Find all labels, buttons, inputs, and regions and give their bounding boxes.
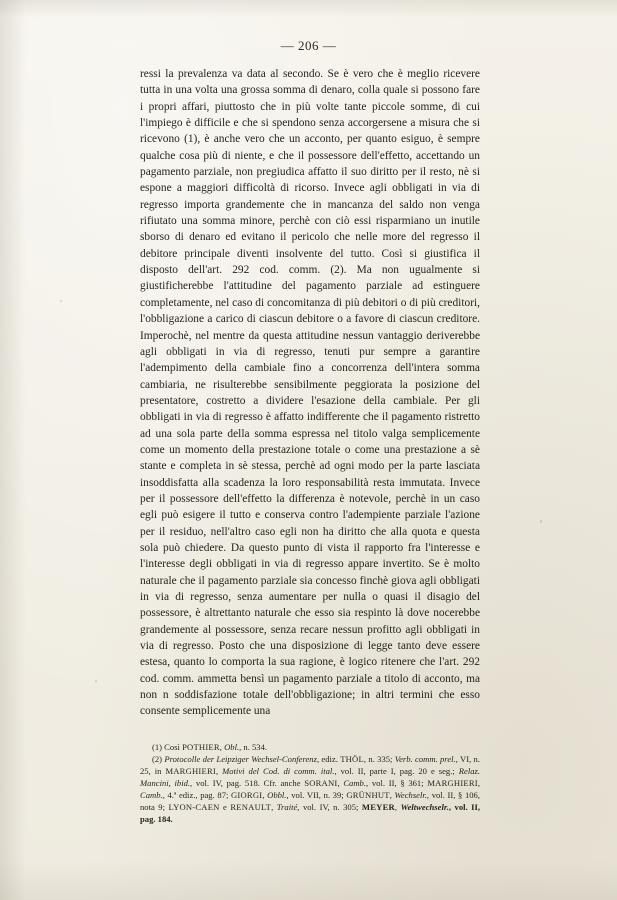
footnote-author: POTHIER — [182, 742, 220, 752]
footnote-text: , vol. II, pag. 184. — [140, 802, 481, 824]
paper-speck — [60, 300, 62, 302]
footnote-text: , vol. IV, pag. 518. Cfr. anche — [190, 778, 305, 789]
footnote-text: (2) — [152, 754, 165, 765]
footnote-2 — [140, 754, 480, 825]
footnote-title: Protocolle der Leipziger Wechsel-Conferenz — [164, 754, 317, 765]
body-text — [140, 66, 480, 720]
paper-speck — [540, 520, 542, 523]
footnote-title: Wechselr. — [394, 790, 427, 801]
footnote-text: , — [477, 778, 480, 789]
footnote-author: THÖL — [340, 754, 364, 765]
footnote-author: LYON-CAEN — [168, 802, 220, 813]
footnote-1 — [140, 742, 480, 754]
paper-speck — [95, 680, 97, 682]
footnote-text: e — [219, 802, 231, 813]
footnote-text: , VI, n. 25, in — [140, 754, 480, 777]
footnote-author: SORANI — [304, 778, 338, 789]
footnote-text: , vol. VII, n. 39; — [286, 790, 347, 801]
footnote-title: Obbl. — [267, 790, 287, 801]
footnote-text: , n. 335; — [363, 754, 395, 765]
footnote-title: Camb. — [140, 790, 163, 801]
footnote-title: Relaz. Mancini, ibid. — [140, 766, 480, 789]
footnotes-block — [140, 742, 480, 826]
page-bottom-shadow — [0, 860, 617, 900]
footnote-author: MARGHIERI — [427, 778, 478, 789]
footnote-title: Weltwechselr. — [400, 802, 449, 813]
footnote-text: , — [262, 790, 268, 801]
footnote-text: , — [394, 802, 401, 813]
footnote-author: GRÜNHUT — [346, 790, 390, 801]
page-number: — 206 — — [280, 38, 337, 53]
footnote-author: MARGHIERI — [165, 766, 216, 777]
footnote-title: Obl. — [224, 742, 240, 752]
footnote-text: , vol. II, § 361; — [366, 778, 428, 789]
body-paragraph: ressi la prevalenza va data al secondo. Se è vero che è meglio ricevere tutta in una volta una grossa somma di denaro, colla quale si possono fare i propri affari, piuttosto che in più volte tante piccole somme, di cui l'impiego è difficile e che si spendono senza accorgersene a misura che si ricevono (1), è anche vero che un acconto, per quanto esiguo, è sempre qualche cosa più di niente, e che il possessore dell'effetto, accettando un pagamento parziale, non pregiudica affatto il suo diritto per il resto, nè si espone a maggiori difficoltà di ricorso. Invece agli obbligati in via di regresso importa grandemente che in mancanza del saldo non venga rifiutato una somma minore, perchè con ciò essi risparmiano un inutile sborso di denaro ed evitano il pericolo che nelle more del regresso il debitore principale diventi insolvente del tutto. Così si giustifica il disposto dell'art. 292 cod. comm. (2). Ma non ugualmente si giustificherebbe l'attitudine del pagamento parziale ad estinguere completamente, nel caso di concomitanza di più debitori o di più creditori, l'obbligazione a carico di ciascun debitore o a favore di ciascun creditore. Imperochè, nel mentre da questa attitudine nessun vantaggio deriverebbe agli obbligati in via di regresso, tenuti pur sempre a garantire l'adempimento della cambiale fino a concorrenza dell'intera somma cambiaria, ne risulterebbe sensibilmente peggiorata la posizione del presentatore, costretto a dividere l'esazione della cambiale. Per gli obbligati in via di regresso è affatto indifferente che il pagamento ristretto ad una sola parte della somma espressa nel titolo valga semplicemente come un momento della prestazione totale o come una prestazione a sè stante e completa in sè stessa, perchè ad ogni modo per la parte lasciata insoddisfatta alla scadenza la loro responsabilità resta immutata. Invece per il possessore dell'effetto la differenza è notevole, perchè in un caso egli può esigere il tutto e conserva contro l'adempiente parziale l'azione per il residuo, nell'altro caso egli non ha diritto che alla quota e questa sola può chiedere. Da questo punto di vista il rapporto fra l'interesse e l'interesse degli obbligati in via di regresso appare invertito. Se è molto naturale che il pagamento parziale sia concesso finchè giova agli obbligati in via di regresso, senza aumentare per nulla o quasi il disagio del possessore, è altrettanto naturale che esso sia respinto là dove nocerebbe grandemente al possessore, senza recare nessun profitto agli obbligati in via di regresso. Posto che una disposizione di legge tanto deve essere estesa, quanto lo comporta la sua ragione, è logico ritenere che l'art. 292 cod. comm. ammetta bensì un pagamento parziale a titolo di acconto, ma non n soddisfazione totale dell'obbligazione; in altri termini che esso consente semplicemente una — [140, 68, 480, 718]
footnote-text: (1) Così — [152, 742, 183, 752]
footnote-text: , — [271, 802, 277, 813]
footnote-text: , n. 534. — [239, 742, 268, 752]
footnote-title: Verb. comm. prel. — [394, 754, 456, 765]
footnote-text: , — [389, 790, 395, 801]
footnote-title: Motivi del Cod. di comm. ital. — [222, 766, 335, 777]
footnote-text: , 4.ª ediz., pag. 87; — [162, 790, 232, 801]
footnote-title: Traité — [276, 802, 298, 813]
page-left-shadow — [0, 0, 26, 900]
footnote-text: , — [337, 778, 344, 789]
footnote-text: , vol. II, § 106, nota 9; — [140, 790, 480, 813]
page-top-shadow — [0, 0, 617, 18]
footnote-text: , — [219, 742, 225, 752]
footnote-text: , vol. IV, n. 305; — [297, 802, 362, 813]
footnote-text: , vol. II, parte I, pag. 20 e seg.; — [334, 766, 459, 777]
footnote-text: , ediz. — [316, 754, 341, 765]
footnote-author: RENAULT — [230, 802, 272, 813]
footnote-author: MEYER — [361, 802, 395, 813]
footnote-text: , — [215, 766, 223, 777]
footnote-author: GIORGI — [231, 790, 263, 801]
footnote-title: Camb. — [343, 778, 366, 789]
